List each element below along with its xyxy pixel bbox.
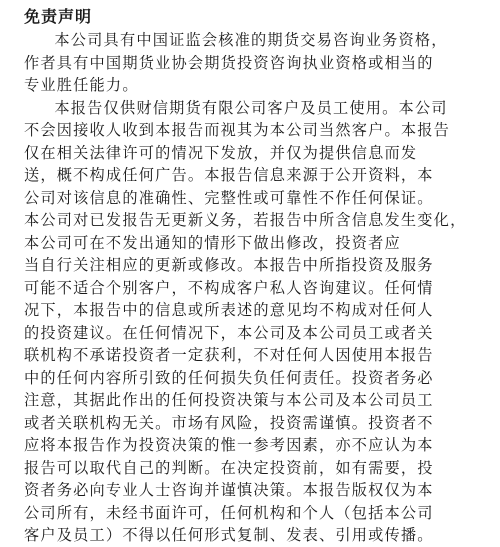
text-line: 作者具有中国期货业协会期货投资咨询执业资格或相当的: [24, 53, 434, 72]
text-line: 的投资建议。在任何情况下，本公司及本公司员工或者关: [24, 323, 434, 342]
text-line: 本公司可在不发出通知的情形下做出修改，投资者应: [24, 233, 401, 252]
disclaimer-paragraph-2: [24, 97, 482, 547]
text-line: 可能不适合个别客户，不构成客户私人咨询建议。任何情: [24, 278, 434, 297]
text-line: 应将本报告作为投资决策的惟一参考因素，亦不应认为本: [24, 436, 434, 454]
text-line: 报告可以取代自己的判断。在决定投资前，如有需要，投: [24, 458, 434, 477]
text-line: 送，概不构成任何广告。本报告信息来源于公开资料，本: [24, 166, 434, 184]
text-line: 公司所有，未经书面许可，任何机构和个人（包括本公司: [24, 503, 434, 522]
disclaimer-title: 免责声明: [24, 7, 93, 26]
text-line: 专业胜任能力。: [24, 76, 139, 94]
text-line: 或者关联机构无关。市场有风险，投资需谨慎。投资者不: [24, 413, 434, 432]
text-line: 本公司具有中国证监会核准的期货交易咨询业务资格，: [54, 31, 448, 49]
disclaimer-paragraph-1: [24, 29, 482, 97]
text-line: 注意，其据此作出的任何投资决策与本公司及本公司员工: [24, 391, 434, 409]
text-line: 况下，本报告中的信息或所表述的意见均不构成对任何人: [24, 301, 434, 319]
text-line: 联机构不承诺投资者一定获利，不对任何人因使用本报告: [24, 346, 434, 364]
text-line: 仅在相关法律许可的情况下发放，并仅为提供信息而发: [24, 143, 418, 162]
text-line: 本报告仅供财信期货有限公司客户及员工使用。本公司: [54, 98, 448, 117]
text-line: 不会因接收人收到本报告而视其为本公司当然客户。本报告: [24, 121, 451, 139]
text-line: 中的任何内容所引致的任何损失负任何责任。投资者务必: [24, 368, 434, 387]
text-line: 当自行关注相应的更新或修改。本报告中所指投资及服务: [24, 256, 434, 274]
text-line: 本公司对已发报告无更新义务，若报告中所含信息发生变化，: [24, 211, 467, 229]
text-line: 资者务必向专业人士咨询并谨慎决策。本报告版权仅为本: [24, 481, 434, 499]
text-line: 客户及员工）不得以任何形式复制、发表、引用或传播。: [24, 526, 434, 544]
text-line: 公司对该信息的准确性、完整性或可靠性不作任何保证。: [24, 188, 434, 207]
